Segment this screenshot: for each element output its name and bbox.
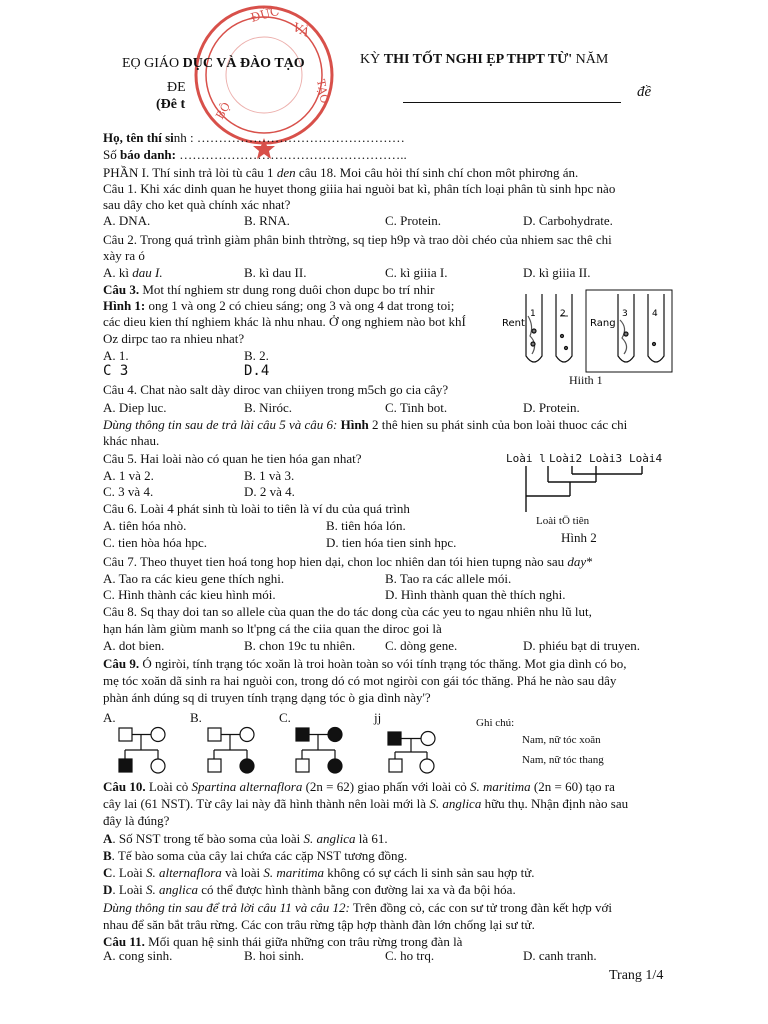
q8-option-a[interactable]: A. dot bien. (103, 638, 165, 653)
svg-text:VÀ: VÀ (290, 20, 312, 40)
q2-option-c[interactable]: C. kì giiia I. (385, 265, 448, 280)
q6-option-c[interactable]: C. tien hòa hóa hpc. (103, 535, 207, 550)
q6-option-a[interactable]: A. tiên hóa nhò. (103, 518, 187, 533)
q3-stem-line3: các dieu kien thí nghiem khác là nhu nhau. Ở ong nghiem nào bot khÍ (103, 314, 466, 329)
q5-option-b[interactable]: B. 1 và 3. (244, 468, 295, 483)
q10-option-c-text3: không có sự cách li sinh sản sau hợp tử. (324, 865, 535, 880)
student-id-line (103, 147, 407, 162)
species-2-label: Loài2 (549, 452, 583, 465)
q1-stem-line2: sau dây cho ket quà chính xác nhat? (103, 197, 291, 212)
q4-option-c[interactable]: C. Tinh bot. (385, 400, 448, 415)
q11-option-c[interactable]: C. ho trq. (385, 948, 435, 963)
info-q5-q6-line2: khác nhau. (103, 433, 160, 448)
q4-option-b[interactable]: B. Niróc. (244, 400, 293, 415)
q2-option-b[interactable]: B. kì dau II. (244, 265, 307, 280)
q1-option-a[interactable]: A. DNA. (103, 213, 151, 228)
part1-instructions (103, 165, 578, 180)
figure-2-caption: Hình 2 (561, 530, 597, 545)
q3-stem-line4: Oz dirpc tao ra nhieu nhat? (103, 331, 245, 346)
q7-option-a[interactable]: A. Tao ra các kieu gene thích nghi. (103, 571, 285, 586)
q10-line1-species2: S. maritima (470, 779, 531, 794)
q2-option-d[interactable]: D. kì giiia II. (523, 265, 591, 280)
info-q11-q12-line2: nhau để săn bắt trâu rừng. Các con trâu rừng tập hợp thành đàn lớn chống lại sư tử. (103, 917, 535, 932)
q7-stem-mark: * (586, 554, 593, 569)
svg-text:BỘ: BỘ (213, 100, 234, 122)
q3-option-b[interactable]: B. 2. (244, 348, 269, 363)
q10-option-a-text2: là 61. (355, 831, 388, 846)
tube-3 (618, 294, 634, 362)
q10-stem-line2 (103, 796, 628, 811)
q8-option-c[interactable]: C. dòng gene. (385, 638, 458, 653)
q10-option-b[interactable] (103, 848, 407, 863)
part1-text-c: câu 18. Moi câu hỏi thí sinh chí chon môt phirơng án. (295, 165, 579, 180)
q6-stem: Câu 6. Loài 4 phát sinh tù loài to tiên là ví du của quá trình (103, 501, 410, 516)
q10-option-a[interactable] (103, 831, 388, 846)
q3-figure-ref: Hình 1: (103, 298, 146, 313)
q1-option-d[interactable]: D. Carbohydrate. (523, 213, 613, 228)
q9-option-a-label[interactable]: A. (103, 710, 116, 725)
student-id-label-a: Số (103, 147, 120, 162)
q10-option-a-text1: . Số NST trong tế bào soma của loài (112, 831, 304, 846)
student-id-label-b: báo danh: (119, 147, 176, 162)
q3-label: Câu 3. (103, 282, 140, 297)
q9-label: Câu 9. (103, 656, 140, 671)
q7-stem-italic: day (567, 554, 587, 569)
ministry-name-part2: DỤC VÀ ĐÀO TẠO (182, 56, 305, 71)
pedigree-b[interactable] (205, 726, 265, 776)
info-q11-q12-line1 (103, 900, 612, 915)
q10-option-c-text1: . Loài (112, 865, 146, 880)
q2-stem-line2: xày ra ó (103, 248, 145, 263)
q7-stem-text: Câu 7. Theo thuyet tien hoá tong hop hien dại, chon loc nhiên dan tói hien tupng nào sau (103, 554, 568, 569)
q7-option-c[interactable]: C. Hình thành các kieu hình mói. (103, 587, 276, 602)
info-q5-q6-line1 (103, 417, 627, 432)
pedigree-a[interactable] (116, 726, 176, 776)
q10-option-d-species: S. anglica (145, 882, 198, 897)
q11-stem (103, 934, 462, 949)
q10-line1-species1: Spartina alternaflora (191, 779, 303, 794)
q1-stem-line1: Câu 1. Khi xác dinh quan he huyet thong giiia hai nguòi bat kì, phân tích loại phân tù sinh hpc nào (103, 181, 616, 196)
q2-option-a-prefix: A. kì (103, 265, 133, 280)
q11-option-b[interactable]: B. hoi sinh. (244, 948, 304, 963)
tube-1 (526, 294, 542, 362)
student-id-dots: …………………………………………….. (179, 147, 407, 162)
tube-4 (648, 294, 664, 362)
q5-option-a[interactable]: A. 1 và 2. (103, 468, 154, 483)
q7-option-d[interactable]: D. Hình thành quan thè thích nghi. (385, 587, 566, 602)
exam-code-right: đề (637, 84, 652, 100)
q10-line2-b: hữu thụ. Nhận định nào sau (481, 796, 629, 811)
tube-4-label: 4 (652, 309, 658, 319)
q9-stem-line1 (103, 656, 627, 671)
exam-title-part3: NĂM (572, 52, 609, 67)
q10-label: Câu 10. (103, 779, 146, 794)
info-q5-q6-italic: Dùng thông tin sau de trả lài câu 5 và câu 6: (103, 417, 341, 432)
ministry-name (122, 56, 305, 71)
part1-text-a: PHẦN I. Thí sinh trả lòi tù câu 1 (103, 165, 277, 180)
q10-option-c-letter: C (103, 865, 113, 880)
q9-option-b-label[interactable]: B. (190, 710, 202, 725)
q11-stem-text: Mối quan hệ sinh thái giữa những con trâu rừng trong đàn là (144, 934, 463, 949)
q3-option-d[interactable]: D.4 (244, 363, 270, 379)
tube-1-label: 1 (530, 309, 536, 319)
q10-option-b-letter: B (103, 848, 112, 863)
q1-option-c[interactable]: C. Protein. (385, 213, 441, 228)
species-1-label: Loài l (506, 452, 546, 465)
figure-2-ancestor-label: Loài tÖ tiên (536, 515, 590, 527)
q5-stem: Câu 5. Hai loài nào có quan he tien hóa gan nhat? (103, 451, 362, 466)
q2-option-a-text: dau I. (132, 265, 163, 280)
q10-option-c-text2: và loài (221, 865, 264, 880)
q3-line2-text: ong 1 và ong 2 có chieu sáng; ong 3 và ong 4 dat trong toi; (145, 298, 455, 313)
info-q11-q12-text: Trên đồng cỏ, các con sư tử trong đàn kết hợp với (349, 900, 612, 915)
pedigree-d[interactable] (385, 726, 445, 778)
q3-option-c[interactable]: C 3 (103, 363, 129, 379)
info-q5-q6-figure-ref: Hình (340, 417, 369, 432)
q9-stem-line3: phàn ánh dúng sq di truyen tính trạng dạng tóc ò gia dình này'? (103, 690, 431, 705)
figure-1-caption: Hiith 1 (569, 373, 603, 387)
q10-line2-a: cây lai (61 NST). Từ cây lai này đã hình thành nên loài mới là (103, 796, 430, 811)
q3-stem-line1 (103, 282, 435, 297)
q4-stem: Câu 4. Chat nào salt dày diroc van chiiyen trong m5ch go cia cây? (103, 382, 449, 397)
q3-option-a[interactable]: A. 1. (103, 348, 129, 363)
q10-line1-a: Loài cỏ (145, 779, 192, 794)
figure-1-rang-label: Rang (590, 318, 616, 329)
q9-option-d-label[interactable]: jj (374, 710, 382, 725)
svg-text:TẠO: TẠO (314, 78, 332, 105)
student-name-dots: ………………………………………… (196, 130, 405, 145)
q10-option-d-text1: . Loài (112, 882, 146, 897)
q10-stem-line3: đây là đúng? (103, 813, 170, 828)
ministry-name-part1: EỌ GIÁO (122, 56, 183, 71)
exam-code-label: ĐE (167, 80, 186, 95)
q9-line1-text: Ó ngiròi, tính trạng tóc xoăn là troi hoàn toàn so vói tính trạng tóc thăng. Mot gia dình có bo, (139, 656, 627, 671)
q2-option-a[interactable] (103, 265, 163, 280)
q9-stem-line2: mẹ tóc xoăn dã sinh ra hai nguòi con, trong dó có mot ngiròi con gái tóc thăng. Phá he nào sau dây (103, 673, 617, 688)
q10-option-d[interactable] (103, 882, 516, 897)
tube-2-label: 2 (560, 309, 566, 319)
student-name-label: Họ, tên thí si (103, 130, 174, 145)
q11-option-d[interactable]: D. canh tranh. (523, 948, 597, 963)
q10-line2-species: S. anglica (429, 796, 482, 811)
q10-option-c-species1: S. alternaflora (145, 865, 222, 880)
q10-line1-c: (2n = 60) tạo ra (530, 779, 615, 794)
q3-stem-line2 (103, 298, 454, 313)
header-underline (403, 102, 621, 103)
tube-3-label: 3 (622, 309, 628, 319)
exam-title-part1: KỲ (360, 52, 384, 67)
q10-option-a-letter: A (103, 831, 113, 846)
figure-1-test-tubes (500, 286, 675, 376)
q10-option-c[interactable] (103, 865, 535, 880)
q6-option-b[interactable]: B. tiên hóa lón. (326, 518, 406, 533)
q7-stem (103, 554, 593, 569)
q2-stem-line1: Câu 2. Trong quá trình giàm phân binh thtrờng, sq tiep h9p và trao dòi chéo của nhiem sac thê chi (103, 232, 612, 247)
q4-option-a[interactable]: A. Diep luc. (103, 400, 167, 415)
pedigree-c[interactable] (293, 726, 353, 776)
q4-option-d[interactable]: D. Protein. (523, 400, 580, 415)
q10-option-c-species2: S. maritima (263, 865, 324, 880)
student-name-line (103, 130, 405, 145)
info-q5-q6-text: 2 thê hien su phát sinh của bon loài thuoc các chi (368, 417, 628, 432)
q5-option-d[interactable]: D. 2 và 4. (244, 484, 295, 499)
svg-text:ĐỨC: ĐỨC (249, 3, 281, 25)
pedigree-legend-straight: Nam, nữ tóc thang (522, 754, 604, 766)
q10-option-a-species: S. anglica (303, 831, 356, 846)
q10-stem-line1 (103, 779, 615, 794)
q11-label: Câu 11. (103, 934, 145, 949)
exam-note: (Đê t (156, 97, 186, 112)
q3-line1-text: Mot thí nghiem str dung rong duôi chon dupc bo trí nhir (139, 282, 435, 297)
exam-title-part2: THI TỐT NGHI ẸP THPT TỪ' (383, 52, 573, 67)
q8-stem-line2: hạn hán làm giùm manh so lt'png cá the ciia quan the diroc goi là (103, 621, 442, 636)
info-q11-q12-italic: Dùng thông tin sau để trả lời câu 11 và câu 12: (103, 900, 350, 915)
exam-title (360, 52, 608, 67)
q8-option-d[interactable]: D. phiéu bạt di truyen. (523, 638, 640, 653)
q10-line1-b: (2n = 62) giao phấn với loài cỏ (302, 779, 470, 794)
species-4-label: Loài4 (629, 452, 663, 465)
species-3-label: Loài3 (589, 452, 623, 465)
q8-option-b[interactable]: B. chon 19c tu nhiên. (244, 638, 356, 653)
part1-text-b: den (276, 165, 296, 180)
q8-stem-line1: Câu 8. Sq thay doi tan so allele cùa quan the do tác dong cùa các yeu to ngau nhiên nhu lũ lut, (103, 604, 592, 619)
pedigree-legend-title: Ghi chú: (476, 717, 515, 729)
q11-option-a[interactable]: A. cong sinh. (103, 948, 173, 963)
page-number: Trang 1/4 (609, 968, 664, 983)
student-name-label-tail: nh : (173, 130, 194, 145)
figure-2-phylogenetic-tree (518, 462, 668, 518)
q10-option-d-text2: có thể được hình thành bằng con đường lai xa và đa bội hóa. (197, 882, 516, 897)
q5-option-c[interactable]: C. 3 và 4. (103, 484, 154, 499)
tube-2 (556, 294, 572, 362)
q1-option-b[interactable]: B. RNA. (244, 213, 290, 228)
figure-1-rent-label: Rent (502, 318, 525, 329)
q10-option-b-text: . Tế bào soma của cây lai chứa các cặp NST tương đồng. (111, 848, 408, 863)
q6-option-d[interactable]: D. tien hóa tien sinh hpc. (326, 535, 457, 550)
pedigree-legend-curly: Nam, nữ tóc xoăn (522, 734, 601, 746)
q10-option-d-letter: D (103, 882, 113, 897)
q9-option-c-label[interactable]: C. (279, 710, 291, 725)
q7-option-b[interactable]: B. Tao ra các allele mói. (385, 571, 512, 586)
